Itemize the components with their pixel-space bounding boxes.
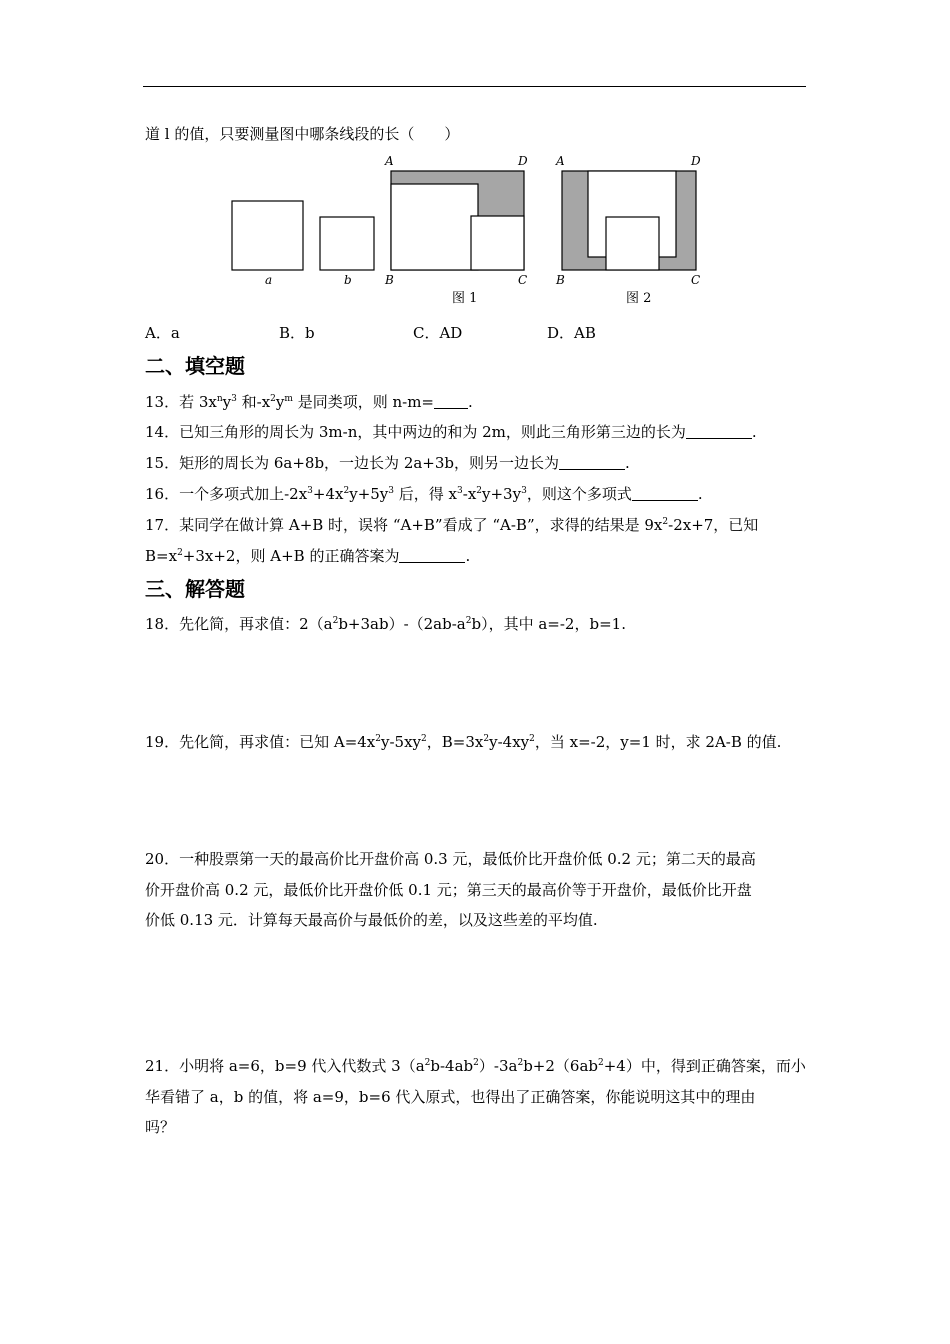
fig1-corner-A: A [385,154,394,168]
question-12-continuation: 道 l 的值，只要测量图中哪条线段的长（ ） [145,125,460,143]
question-18: 18．先化简，再求值：$2(a^2b+3ab)-(2ab-a^2b)$，其中 a=-2，b=1. [145,615,626,633]
fig1-corner-D: D [518,154,528,168]
question-20-line-3: 价低 0.13 元．计算每天最高价与最低价的差，以及这些差的平均值. [145,911,598,929]
fig1-corner-B: B [385,273,394,287]
fig1-square-a [391,184,478,270]
option-c: C．AD [413,324,463,342]
option-b: B．b [279,324,315,342]
answer-blank [686,424,752,439]
answer-blank [399,548,465,563]
fig1-corner-C: C [518,273,528,287]
section-heading-fill: 二、填空题 [145,354,245,378]
square-b [320,217,374,270]
square-a [232,201,303,270]
answer-blank [434,394,468,409]
question-21-line-3: 吗？ [145,1118,176,1136]
question-21-line-1: 21．小明将 a=6，b=9 代入代数式 $3(a^2b-4ab^2)-3a^2b+2(6ab^2+4)$中，得到正确答案，而小 [145,1057,806,1075]
header-rule [143,86,806,87]
label-a: a [265,273,273,287]
fig2-square-b [606,217,659,270]
fig2-corner-D: D [691,154,701,168]
question-15: 15．矩形的周长为 6a+8b，一边长为 2a+3b，则另一边长为 . [145,454,630,472]
section-heading-solve: 三、解答题 [145,577,245,601]
question-19: 19．先化简，再求值：已知 $A=4x^2y-5xy^2$，$B=3x^2y-4xy^2$，当 x=-2，y=1 时，求 2A-B 的值. [145,733,782,751]
question-14: 14．已知三角形的周长为 3m-n，其中两边的和为 2m，则此三角形第三边的长为 . [145,423,757,441]
answer-blank [559,455,625,470]
fig1-square-b [471,216,524,270]
question-13: 13．若 $3x^ny^3$ 和$-x^2y^m$ 是同类项，则 n-m= . [145,393,473,411]
question-20-line-2: 价开盘价高 0.2 元，最低价比开盘价低 0.1 元；第三天的最高价等于开盘价，最低价比开盘 [145,881,752,899]
fig2-corner-C: C [691,273,701,287]
question-17-line-1: 17．某同学在做计算 A+B 时，误将 “A+B”看成了 “A-B”，求得的结果是 $9x^2-2x+7$，已知 [145,516,759,534]
option-a: A．a [145,324,180,342]
fig2-corner-B: B [556,273,565,287]
question-21-line-2: 华看错了 a，b 的值，将 a=9，b=6 代入原式，也得出了正确答案，你能说明这其中的理由 [145,1088,756,1106]
fig1-caption: 图 1 [452,291,478,306]
label-b: b [344,273,352,287]
figure-rectangles [225,150,715,310]
question-17-line-2: $B=x^2+3x+2$，则 A+B 的正确答案为 . [145,547,471,565]
question-16: 16．一个多项式加上$-2x^3+4x^2y+5y^3$ 后，得 $x^3-x^2y+3y^3$，则这个多项式 . [145,485,703,503]
question-20-line-1: 20．一种股票第一天的最高价比开盘价高 0.3 元，最低价比开盘价低 0.2 元；第二天的最高 [145,850,756,868]
fig2-caption: 图 2 [626,291,652,306]
fig2-corner-A: A [556,154,565,168]
answer-blank [632,486,698,501]
option-d: D．AB [547,324,596,342]
